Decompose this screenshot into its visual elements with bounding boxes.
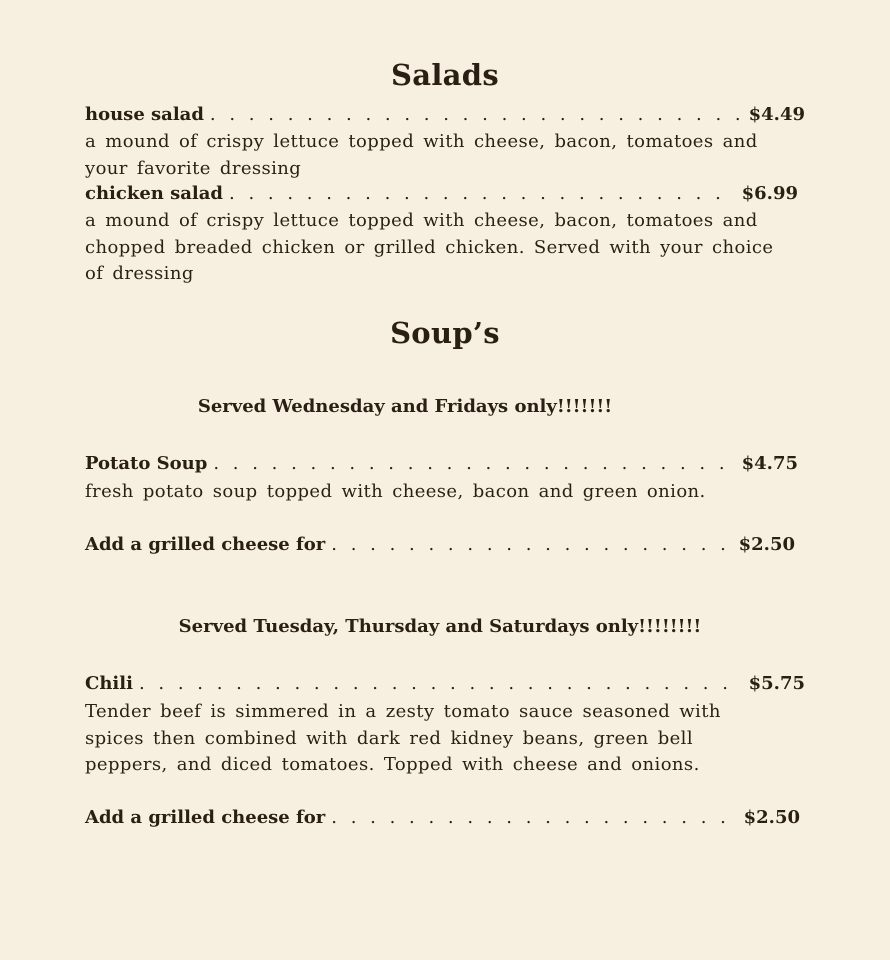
item-price: $2.50 <box>738 534 795 555</box>
item-description: a mound of crispy lettuce topped with cheese, bacon, tomatoes and your favorite dressing <box>85 131 758 179</box>
schedule-note-tue-thu-sat: Served Tuesday, Thursday and Saturdays only!!!!!!!! <box>178 616 702 637</box>
menu-item-house-salad <box>85 102 805 128</box>
item-name: chicken salad <box>85 183 224 204</box>
dot-leader <box>213 451 735 477</box>
item-name: Potato Soup <box>85 453 208 474</box>
item-price: $6.99 <box>741 183 798 204</box>
menu-item-chili <box>85 671 805 697</box>
item-description: a mound of crispy lettuce topped with cheese, bacon, tomatoes and chopped breaded chicken or grilled chicken. Served with your choice of dressing <box>85 210 774 284</box>
schedule-note-wed-fri: Served Wednesday and Fridays only!!!!!!! <box>197 396 613 417</box>
soups-heading: Soup’s <box>390 316 500 350</box>
dot-leader <box>139 671 743 697</box>
dot-leader <box>331 532 732 558</box>
item-price: $4.75 <box>741 453 798 474</box>
menu-addon-grilled-cheese <box>85 805 800 831</box>
dot-leader <box>331 805 737 831</box>
item-name: Chili <box>85 673 133 694</box>
item-name: house salad <box>85 104 204 125</box>
item-price: $2.50 <box>743 807 800 828</box>
item-price: $4.49 <box>748 104 805 125</box>
item-name: Add a grilled cheese for <box>85 534 326 555</box>
dot-leader <box>210 102 743 128</box>
item-description: Tender beef is simmered in a zesty tomato sauce seasoned with spices then combined with dark red kidney beans, green bell peppers, and diced tomatoes. Topped with cheese and onions. <box>85 701 721 775</box>
menu-addon-grilled-cheese <box>85 532 795 558</box>
dot-leader <box>229 181 736 207</box>
menu-item-chicken-salad <box>85 181 798 207</box>
menu-item-potato-soup <box>85 451 798 477</box>
item-description: fresh potato soup topped with cheese, bacon and green onion. <box>85 481 706 502</box>
item-price: $5.75 <box>748 673 805 694</box>
salads-heading: Salads <box>391 58 499 92</box>
item-name: Add a grilled cheese for <box>85 807 326 828</box>
